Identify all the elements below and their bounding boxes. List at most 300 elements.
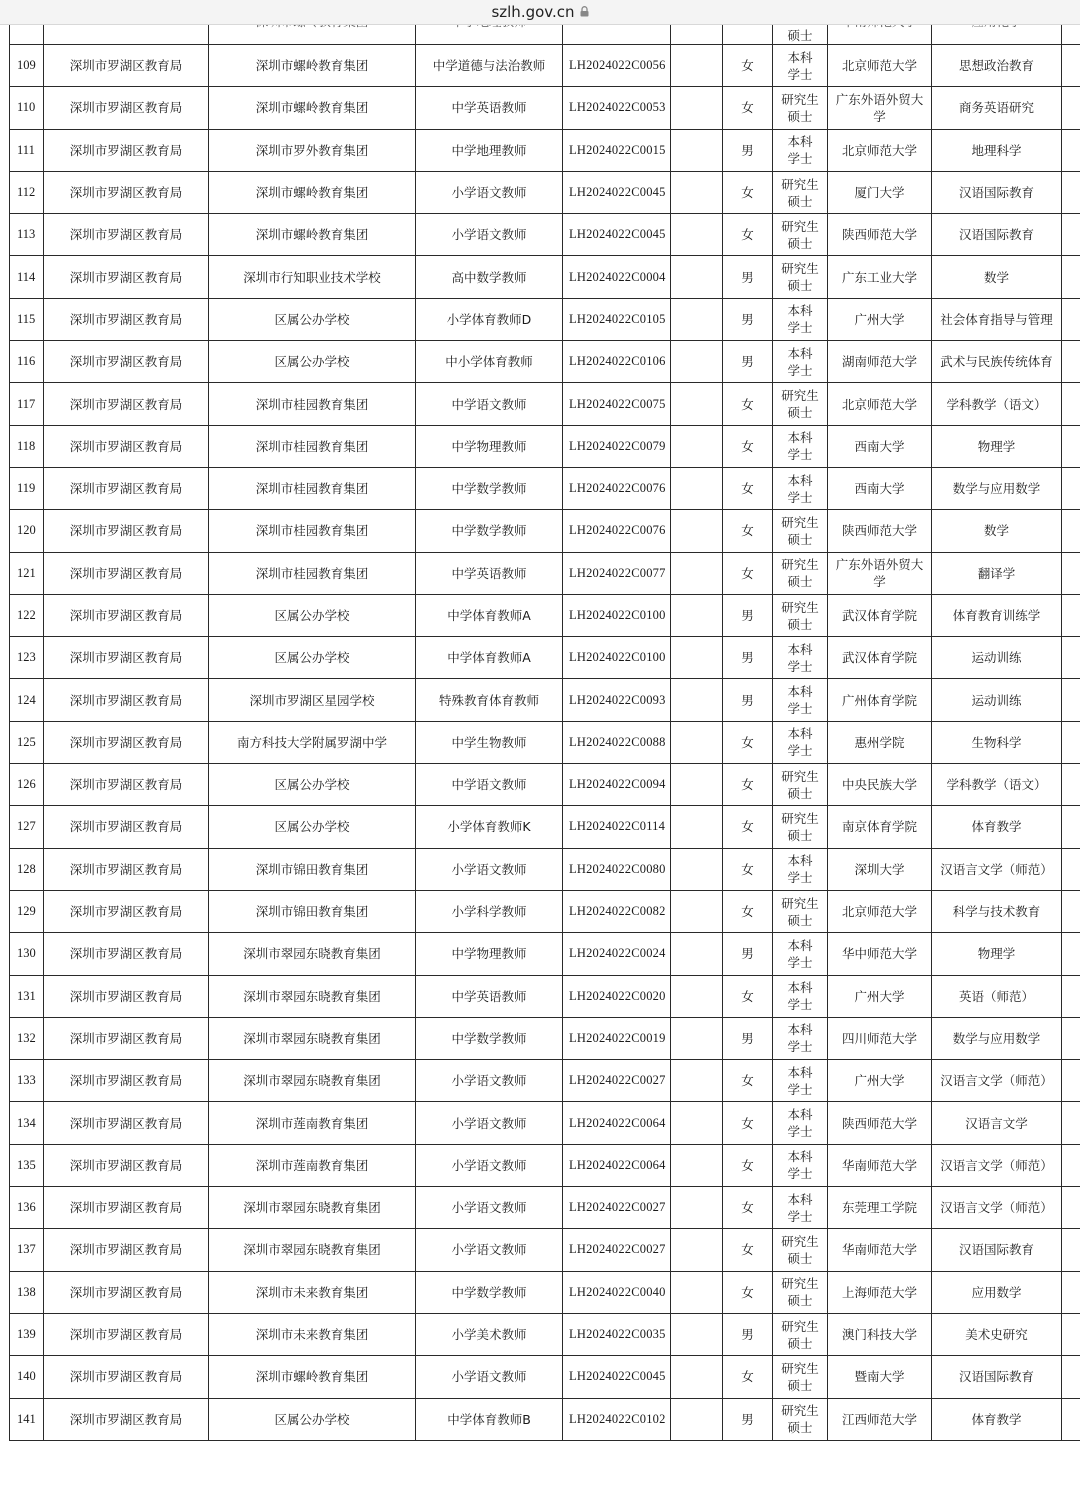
edu-level: 本科 xyxy=(787,726,813,742)
cell-code: LH2024022C0064 xyxy=(563,1144,671,1186)
cell-dept: 深圳市罗湖区教育局 xyxy=(44,975,209,1017)
cell-code: LH2024022C0027 xyxy=(563,1187,671,1229)
cell-position: 特殊教育体育教师 xyxy=(416,679,563,721)
cell-dept: 深圳市罗湖区教育局 xyxy=(44,341,209,383)
cell-edu-degree xyxy=(773,764,828,806)
cell-school: 澳门科技大学 xyxy=(828,1313,932,1355)
cell-position: 小学语文教师 xyxy=(416,214,563,256)
cell-no: 125 xyxy=(10,721,44,763)
cell-major: 社会体育指导与管理 xyxy=(932,298,1062,340)
cell-extra xyxy=(1062,467,1080,509)
cell-school: 广州大学 xyxy=(828,1060,932,1102)
cell-dept: 深圳市罗湖区教育局 xyxy=(44,933,209,975)
cell-edu-degree xyxy=(773,298,828,340)
cell-no: 132 xyxy=(10,1017,44,1059)
degree: 硕士 xyxy=(787,278,813,294)
cell-major: 翻译学 xyxy=(932,552,1062,594)
cell-dept: 深圳市罗湖区教育局 xyxy=(44,256,209,298)
cell-dept: 深圳市罗湖区教育局 xyxy=(44,848,209,890)
cell-unit: 深圳市螺岭教育集团 xyxy=(209,45,416,87)
cell-code: LH2024022C0035 xyxy=(563,1313,671,1355)
cell-position: 中学体育教师A xyxy=(416,594,563,636)
cell-school: 上海师范大学 xyxy=(828,1271,932,1313)
cell-major: 体育教学 xyxy=(932,1398,1062,1440)
cell-gender: 女 xyxy=(723,1229,773,1271)
cell-code: LH2024022C0040 xyxy=(563,1271,671,1313)
cell-unit: 深圳市锦田教育集团 xyxy=(209,890,416,932)
edu-level: 研究生 xyxy=(781,176,819,192)
cell-gender: 男 xyxy=(723,1398,773,1440)
cell-no: 123 xyxy=(10,637,44,679)
cell-major: 学科教学（语文） xyxy=(932,383,1062,425)
degree: 学士 xyxy=(787,66,813,82)
cell-unit: 深圳市锦田教育集团 xyxy=(209,848,416,890)
edu-level: 本科 xyxy=(787,1107,813,1123)
cell-extra xyxy=(1062,594,1080,636)
cell-major: 商务英语研究 xyxy=(932,87,1062,129)
cell-unit: 深圳市未来教育集团 xyxy=(209,1313,416,1355)
cell-code: LH2024022C0027 xyxy=(563,1060,671,1102)
degree: 硕士 xyxy=(787,574,813,590)
table-row xyxy=(10,1271,1080,1313)
cell-gender: 男 xyxy=(723,1313,773,1355)
cell-no: 134 xyxy=(10,1102,44,1144)
cell-unit: 深圳市翠园东晓教育集团 xyxy=(209,933,416,975)
cell-dept: 深圳市罗湖区教育局 xyxy=(44,721,209,763)
cell-code: LH2024022C0004 xyxy=(563,256,671,298)
cell-dept: 深圳市罗湖区教育局 xyxy=(44,383,209,425)
cell-dept: 深圳市罗湖区教育局 xyxy=(44,214,209,256)
cell-unit: 深圳市螺岭教育集团 xyxy=(209,1356,416,1398)
cell-position: 小学语文教师 xyxy=(416,1356,563,1398)
table-row xyxy=(10,1144,1080,1186)
cell-no: 112 xyxy=(10,171,44,213)
cell-code: LH2024022C0056 xyxy=(563,45,671,87)
cell-school: 江西师范大学 xyxy=(828,1398,932,1440)
cell-dept: 深圳市罗湖区教育局 xyxy=(44,1102,209,1144)
cell-major: 汉语国际教育 xyxy=(932,1356,1062,1398)
degree: 硕士 xyxy=(787,616,813,632)
cell-extra xyxy=(1062,171,1080,213)
degree: 学士 xyxy=(787,489,813,505)
cell-extra xyxy=(1062,1398,1080,1440)
cell-school: 广东外语外贸大学 xyxy=(828,87,932,129)
cell-school: 陕西师范大学 xyxy=(828,510,932,552)
cell-unit: 深圳市翠园东晓教育集团 xyxy=(209,1229,416,1271)
degree: 硕士 xyxy=(787,1250,813,1266)
cell-dept: 深圳市罗湖区教育局 xyxy=(44,594,209,636)
browser-address-bar[interactable] xyxy=(0,0,1080,25)
cell-name-redacted xyxy=(671,1187,723,1229)
cell-dept: 深圳市罗湖区教育局 xyxy=(44,806,209,848)
degree: 学士 xyxy=(787,320,813,336)
cell-extra xyxy=(1062,764,1080,806)
cell-extra xyxy=(1062,256,1080,298)
cell-school: 北京师范大学 xyxy=(828,890,932,932)
cell-school: 广东工业大学 xyxy=(828,256,932,298)
table-row xyxy=(10,510,1080,552)
cell-edu-degree xyxy=(773,1017,828,1059)
cell-name-redacted xyxy=(671,594,723,636)
cell-gender: 男 xyxy=(723,637,773,679)
cell-school: 厦门大学 xyxy=(828,171,932,213)
cell-gender: 男 xyxy=(723,341,773,383)
cell-extra xyxy=(1062,1187,1080,1229)
cell-no: 139 xyxy=(10,1313,44,1355)
cell-edu-degree xyxy=(773,510,828,552)
table-row xyxy=(10,1229,1080,1271)
cell-gender: 男 xyxy=(723,298,773,340)
degree: 学士 xyxy=(787,701,813,717)
cell-gender: 女 xyxy=(723,510,773,552)
cell-extra xyxy=(1062,975,1080,1017)
edu-level: 研究生 xyxy=(781,599,819,615)
cell-unit: 深圳市桂园教育集团 xyxy=(209,552,416,594)
degree: 学士 xyxy=(787,1081,813,1097)
cell-name-redacted xyxy=(671,1271,723,1313)
cell-school: 暨南大学 xyxy=(828,1356,932,1398)
table-row xyxy=(10,256,1080,298)
cell-gender: 女 xyxy=(723,214,773,256)
cell-gender: 女 xyxy=(723,425,773,467)
degree: 硕士 xyxy=(787,785,813,801)
cell-no: 116 xyxy=(10,341,44,383)
degree: 硕士 xyxy=(787,1335,813,1351)
edu-level: 本科 xyxy=(787,1022,813,1038)
cell-name-redacted xyxy=(671,890,723,932)
cell-unit: 深圳市桂园教育集团 xyxy=(209,383,416,425)
degree: 学士 xyxy=(787,1124,813,1140)
cell-code: LH2024022C0114 xyxy=(563,806,671,848)
table-row xyxy=(10,341,1080,383)
cell-major: 地理科学 xyxy=(932,129,1062,171)
edu-level: 本科 xyxy=(787,684,813,700)
cell-unit: 深圳市罗湖区星园学校 xyxy=(209,679,416,721)
cell-extra xyxy=(1062,1017,1080,1059)
cell-position: 中学道德与法治教师 xyxy=(416,45,563,87)
table-row xyxy=(10,87,1080,129)
cell-extra xyxy=(1062,679,1080,721)
cell-major: 科学与技术教育 xyxy=(932,890,1062,932)
cell-unit: 深圳市螺岭教育集团 xyxy=(209,214,416,256)
cell-school: 华南师范大学 xyxy=(828,1144,932,1186)
degree: 学士 xyxy=(787,1166,813,1182)
table-row xyxy=(10,298,1080,340)
cell-school: 广州体育学院 xyxy=(828,679,932,721)
cell-name-redacted xyxy=(671,425,723,467)
cell-no: 109 xyxy=(10,45,44,87)
cell-no: 115 xyxy=(10,298,44,340)
cell-school: 湖南师范大学 xyxy=(828,341,932,383)
cell-school: 中央民族大学 xyxy=(828,764,932,806)
cell-major: 运动训练 xyxy=(932,679,1062,721)
table-row xyxy=(10,679,1080,721)
cell-dept: 深圳市罗湖区教育局 xyxy=(44,467,209,509)
cell-edu-degree xyxy=(773,256,828,298)
degree: 学士 xyxy=(787,151,813,167)
cell-major: 生物科学 xyxy=(932,721,1062,763)
cell-no: 117 xyxy=(10,383,44,425)
cell-school: 华南师范大学 xyxy=(828,1229,932,1271)
degree: 学士 xyxy=(787,658,813,674)
cell-dept: 深圳市罗湖区教育局 xyxy=(44,87,209,129)
cell-major: 汉语言文学 xyxy=(932,1102,1062,1144)
cell-name-redacted xyxy=(671,764,723,806)
cell-code: LH2024022C0045 xyxy=(563,214,671,256)
edu-level: 本科 xyxy=(787,49,813,65)
cell-code: LH2024022C0106 xyxy=(563,341,671,383)
cell-extra xyxy=(1062,214,1080,256)
cell-extra xyxy=(1062,1356,1080,1398)
edu-level: 本科 xyxy=(787,345,813,361)
edu-level: 研究生 xyxy=(781,1360,819,1376)
table-row xyxy=(10,45,1080,87)
cell-school: 武汉体育学院 xyxy=(828,637,932,679)
cell-unit: 深圳市莲南教育集团 xyxy=(209,1102,416,1144)
cell-gender: 男 xyxy=(723,1017,773,1059)
cell-unit: 深圳市莲南教育集团 xyxy=(209,1144,416,1186)
cell-position: 高中数学教师 xyxy=(416,256,563,298)
cell-gender: 男 xyxy=(723,256,773,298)
cell-extra xyxy=(1062,721,1080,763)
cell-dept: 深圳市罗湖区教育局 xyxy=(44,890,209,932)
cell-dept: 深圳市罗湖区教育局 xyxy=(44,679,209,721)
cell-unit: 区属公办学校 xyxy=(209,341,416,383)
cell-school: 东莞理工学院 xyxy=(828,1187,932,1229)
cell-code: LH2024022C0053 xyxy=(563,87,671,129)
cell-dept: 深圳市罗湖区教育局 xyxy=(44,171,209,213)
cell-name-redacted xyxy=(671,848,723,890)
cell-gender: 女 xyxy=(723,467,773,509)
cell-gender: 女 xyxy=(723,975,773,1017)
cell-edu-degree xyxy=(773,1313,828,1355)
cell-extra xyxy=(1062,87,1080,129)
cell-edu-degree xyxy=(773,87,828,129)
cell-position: 小学语文教师 xyxy=(416,171,563,213)
recruitment-results-table xyxy=(9,0,1080,1441)
cell-name-redacted xyxy=(671,383,723,425)
cell-gender: 女 xyxy=(723,764,773,806)
cell-no: 121 xyxy=(10,552,44,594)
cell-dept: 深圳市罗湖区教育局 xyxy=(44,637,209,679)
cell-code: LH2024022C0020 xyxy=(563,975,671,1017)
table-row xyxy=(10,1060,1080,1102)
cell-position: 小学语文教师 xyxy=(416,1187,563,1229)
cell-major: 汉语言文学（师范） xyxy=(932,1187,1062,1229)
cell-position: 中学生物教师 xyxy=(416,721,563,763)
table-row xyxy=(10,383,1080,425)
cell-position: 小学语文教师 xyxy=(416,1144,563,1186)
cell-dept: 深圳市罗湖区教育局 xyxy=(44,425,209,467)
edu-level: 本科 xyxy=(787,134,813,150)
cell-unit: 深圳市罗外教育集团 xyxy=(209,129,416,171)
cell-no: 118 xyxy=(10,425,44,467)
cell-no: 122 xyxy=(10,594,44,636)
degree: 硕士 xyxy=(787,912,813,928)
table-row xyxy=(10,1356,1080,1398)
degree: 学士 xyxy=(787,1039,813,1055)
cell-gender: 男 xyxy=(723,679,773,721)
cell-position: 中学体育教师A xyxy=(416,637,563,679)
cell-code: LH2024022C0088 xyxy=(563,721,671,763)
cell-major: 汉语国际教育 xyxy=(932,171,1062,213)
cell-code: LH2024022C0082 xyxy=(563,890,671,932)
table-row xyxy=(10,1017,1080,1059)
cell-school: 南京体育学院 xyxy=(828,806,932,848)
cell-gender: 男 xyxy=(723,129,773,171)
cell-dept: 深圳市罗湖区教育局 xyxy=(44,1229,209,1271)
cell-name-redacted xyxy=(671,45,723,87)
edu-level: 研究生 xyxy=(781,218,819,234)
cell-name-redacted xyxy=(671,256,723,298)
cell-edu-degree xyxy=(773,129,828,171)
cell-unit: 区属公办学校 xyxy=(209,298,416,340)
cell-school: 广东外语外贸大学 xyxy=(828,552,932,594)
cell-code: LH2024022C0024 xyxy=(563,933,671,975)
cell-gender: 女 xyxy=(723,1144,773,1186)
cell-major: 应用数学 xyxy=(932,1271,1062,1313)
cell-edu-degree xyxy=(773,1229,828,1271)
cell-edu-degree xyxy=(773,594,828,636)
table-row xyxy=(10,933,1080,975)
cell-edu-degree xyxy=(773,1187,828,1229)
cell-gender: 女 xyxy=(723,45,773,87)
cell-major: 数学与应用数学 xyxy=(932,1017,1062,1059)
cell-position: 小学语文教师 xyxy=(416,1060,563,1102)
cell-code: LH2024022C0019 xyxy=(563,1017,671,1059)
cell-position: 中学物理教师 xyxy=(416,425,563,467)
edu-level: 研究生 xyxy=(781,810,819,826)
cell-code: LH2024022C0079 xyxy=(563,425,671,467)
cell-code: LH2024022C0027 xyxy=(563,1229,671,1271)
cell-dept: 深圳市罗湖区教育局 xyxy=(44,1356,209,1398)
cell-gender: 男 xyxy=(723,594,773,636)
table-row xyxy=(10,1398,1080,1440)
cell-unit: 深圳市翠园东晓教育集团 xyxy=(209,1187,416,1229)
table-row xyxy=(10,467,1080,509)
cell-name-redacted xyxy=(671,806,723,848)
cell-position: 小学体育教师D xyxy=(416,298,563,340)
degree: 硕士 xyxy=(787,108,813,124)
cell-no: 120 xyxy=(10,510,44,552)
cell-extra xyxy=(1062,129,1080,171)
cell-gender: 女 xyxy=(723,1060,773,1102)
degree: 硕士 xyxy=(787,1377,813,1393)
cell-dept: 深圳市罗湖区教育局 xyxy=(44,1144,209,1186)
cell-extra xyxy=(1062,1144,1080,1186)
cell-edu-degree xyxy=(773,848,828,890)
cell-dept: 深圳市罗湖区教育局 xyxy=(44,45,209,87)
cell-dept: 深圳市罗湖区教育局 xyxy=(44,510,209,552)
degree: 学士 xyxy=(787,743,813,759)
cell-major: 学科教学（语文） xyxy=(932,764,1062,806)
edu-level: 本科 xyxy=(787,937,813,953)
cell-major: 体育教育训练学 xyxy=(932,594,1062,636)
cell-major: 汉语国际教育 xyxy=(932,214,1062,256)
cell-gender: 男 xyxy=(723,933,773,975)
cell-name-redacted xyxy=(671,1356,723,1398)
degree: 学士 xyxy=(787,870,813,886)
cell-extra xyxy=(1062,510,1080,552)
cell-name-redacted xyxy=(671,1102,723,1144)
table-row xyxy=(10,1102,1080,1144)
cell-position: 中学语文教师 xyxy=(416,383,563,425)
cell-no: 133 xyxy=(10,1060,44,1102)
cell-code: LH2024022C0105 xyxy=(563,298,671,340)
cell-unit: 深圳市翠园东晓教育集团 xyxy=(209,975,416,1017)
cell-position: 中学物理教师 xyxy=(416,933,563,975)
cell-name-redacted xyxy=(671,679,723,721)
cell-code: LH2024022C0100 xyxy=(563,594,671,636)
cell-position: 中学数学教师 xyxy=(416,1017,563,1059)
edu-level: 研究生 xyxy=(781,768,819,784)
cell-dept: 深圳市罗湖区教育局 xyxy=(44,298,209,340)
cell-edu-degree xyxy=(773,975,828,1017)
cell-dept: 深圳市罗湖区教育局 xyxy=(44,1271,209,1313)
cell-edu-degree xyxy=(773,933,828,975)
cell-school: 北京师范大学 xyxy=(828,129,932,171)
cell-no: 137 xyxy=(10,1229,44,1271)
table-row xyxy=(10,764,1080,806)
edu-level: 研究生 xyxy=(781,1233,819,1249)
cell-unit: 区属公办学校 xyxy=(209,1398,416,1440)
cell-school: 西南大学 xyxy=(828,467,932,509)
cell-extra xyxy=(1062,552,1080,594)
degree: 硕士 xyxy=(787,1293,813,1309)
cell-unit: 深圳市桂园教育集团 xyxy=(209,425,416,467)
cell-position: 中小学体育教师 xyxy=(416,341,563,383)
cell-gender: 女 xyxy=(723,87,773,129)
table-row xyxy=(10,171,1080,213)
cell-extra xyxy=(1062,425,1080,467)
cell-major: 运动训练 xyxy=(932,637,1062,679)
cell-name-redacted xyxy=(671,1229,723,1271)
cell-name-redacted xyxy=(671,298,723,340)
table-row xyxy=(10,975,1080,1017)
cell-no: 126 xyxy=(10,764,44,806)
cell-extra xyxy=(1062,1271,1080,1313)
cell-extra xyxy=(1062,341,1080,383)
cell-extra xyxy=(1062,637,1080,679)
cell-edu-degree xyxy=(773,425,828,467)
cell-position: 中学数学教师 xyxy=(416,467,563,509)
degree: 硕士 xyxy=(787,827,813,843)
cell-unit: 深圳市螺岭教育集团 xyxy=(209,171,416,213)
cell-gender: 女 xyxy=(723,806,773,848)
cell-gender: 女 xyxy=(723,1271,773,1313)
cell-edu-degree xyxy=(773,45,828,87)
edu-level: 本科 xyxy=(787,641,813,657)
cell-name-redacted xyxy=(671,1313,723,1355)
table-row xyxy=(10,214,1080,256)
cell-name-redacted xyxy=(671,1144,723,1186)
cell-position: 中学数学教师 xyxy=(416,1271,563,1313)
edu-level: 研究生 xyxy=(781,514,819,530)
cell-school: 广州大学 xyxy=(828,298,932,340)
cell-gender: 女 xyxy=(723,721,773,763)
cell-extra xyxy=(1062,806,1080,848)
cell-extra xyxy=(1062,933,1080,975)
cell-code: LH2024022C0064 xyxy=(563,1102,671,1144)
cell-edu-degree xyxy=(773,637,828,679)
cell-school: 北京师范大学 xyxy=(828,383,932,425)
edu-level: 研究生 xyxy=(781,895,819,911)
cell-gender: 女 xyxy=(723,1187,773,1229)
cell-no: 135 xyxy=(10,1144,44,1186)
cell-extra xyxy=(1062,1102,1080,1144)
cell-dept: 深圳市罗湖区教育局 xyxy=(44,552,209,594)
cell-major: 思想政治教育 xyxy=(932,45,1062,87)
